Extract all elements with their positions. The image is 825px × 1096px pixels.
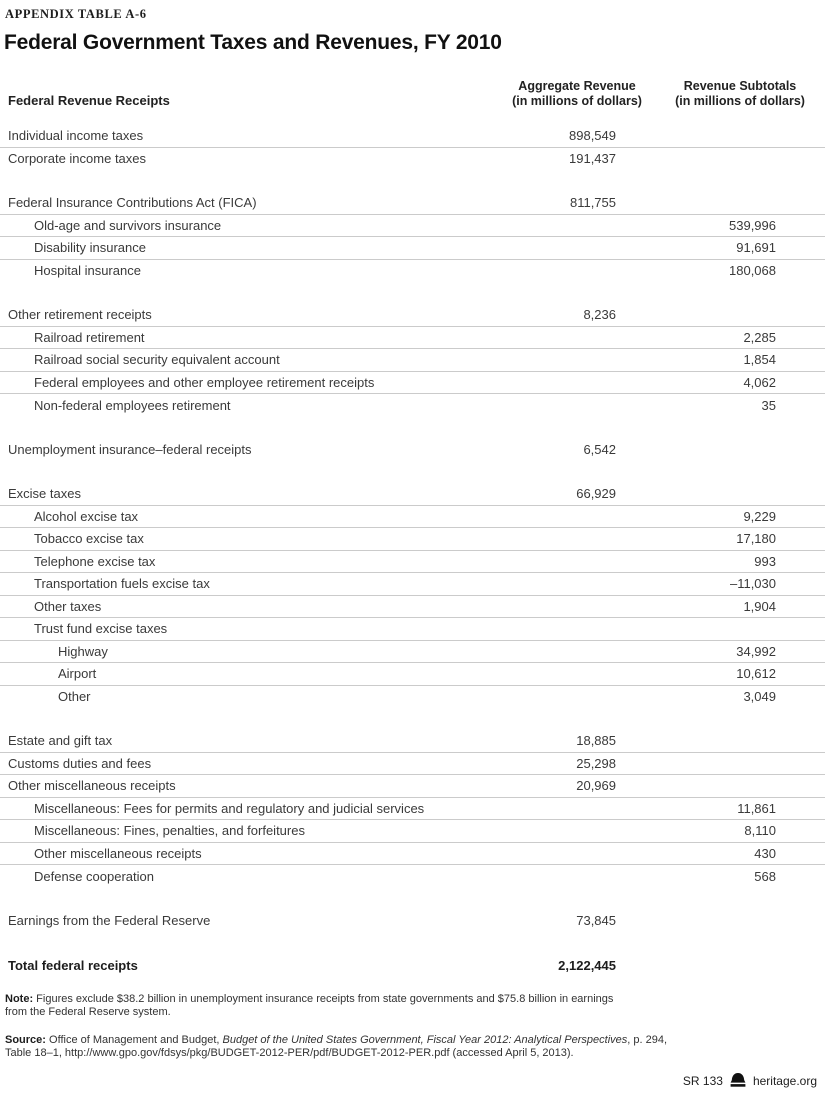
row-aggregate-value: 6,542: [583, 442, 616, 458]
table-kicker: APPENDIX TABLE A-6: [5, 7, 147, 21]
source-publication-title: Budget of the United States Government, Fiscal Year 2012: Analytical Perspectives: [222, 1033, 628, 1046]
source-label: Source:: [5, 1033, 46, 1046]
table-row: [0, 798, 825, 821]
table-row: [0, 596, 825, 619]
row-aggregate-value: 2,122,445: [558, 957, 616, 973]
row-label: Non-federal employees retirement: [34, 397, 231, 413]
table-row: [0, 730, 825, 753]
table-row: [0, 663, 825, 686]
note-text: Note: Figures exclude $38.2 billion in unemployment insurance receipts from state governments and $75.8 billion in earnings from the Federal Reserve system.: [5, 992, 614, 1018]
table-body: [0, 125, 825, 977]
table-row: [0, 641, 825, 664]
table-row: [0, 304, 825, 327]
row-label: Estate and gift tax: [8, 733, 113, 749]
row-label: Federal employees and other employee retirement receipts: [34, 374, 375, 390]
table-row: [0, 528, 825, 551]
row-label: Disability insurance: [34, 240, 146, 256]
column-header-receipts: Federal Revenue Receipts: [8, 93, 170, 108]
table-row: [0, 843, 825, 866]
row-label: Earnings from the Federal Reserve: [8, 913, 211, 929]
row-label: Alcohol excise tax: [34, 508, 139, 524]
table-spacer: [0, 461, 825, 483]
row-label: Telephone excise tax: [34, 553, 156, 569]
row-label: Unemployment insurance–federal receipts: [8, 442, 252, 458]
column-header-aggregate-sub: (in millions of dollars): [512, 94, 642, 108]
row-label: Old-age and survivors insurance: [34, 217, 222, 233]
row-subtotal-value: 10,612: [736, 666, 776, 682]
row-aggregate-value: 66,929: [576, 486, 616, 502]
row-aggregate-value: 811,755: [569, 195, 616, 211]
row-label: Railroad social security equivalent account: [34, 352, 280, 368]
table-row: [0, 686, 825, 709]
row-label: Other: [58, 689, 91, 705]
table-spacer: [0, 708, 825, 730]
row-label: Hospital insurance: [34, 263, 141, 279]
report-id: SR 133: [682, 1073, 723, 1088]
table-row: [0, 820, 825, 843]
row-subtotal-value: 91,691: [736, 240, 776, 256]
row-subtotal-value: 2,285: [743, 329, 776, 345]
table-row: [0, 215, 825, 238]
footer-site: heritage.org: [752, 1073, 817, 1088]
table-notes: [5, 993, 825, 1061]
row-subtotal-value: 8,110: [744, 823, 776, 839]
row-subtotal-value: 1,904: [743, 598, 776, 614]
column-header-subtotals-sub: (in millions of dollars): [675, 94, 805, 108]
table-row: [0, 753, 825, 776]
table-row: [0, 260, 825, 283]
row-label: Tobacco excise tax: [34, 531, 144, 547]
row-label: Total federal receipts: [8, 957, 138, 973]
row-label: Other taxes: [34, 598, 102, 614]
row-aggregate-value: 20,969: [576, 778, 616, 794]
column-header-subtotals: [670, 79, 810, 109]
page-footer: [683, 1073, 817, 1088]
table-row: [0, 327, 825, 350]
row-label: Miscellaneous: Fines, penalties, and forfeitures: [34, 823, 305, 839]
table-spacer: [0, 888, 825, 910]
row-subtotal-value: 9,229: [743, 508, 776, 524]
table-row: [0, 349, 825, 372]
page-title: Federal Government Taxes and Revenues, FY 2010: [4, 31, 502, 54]
table-spacer: [0, 170, 825, 192]
row-subtotal-value: 1,854: [743, 352, 776, 368]
table-row: [0, 506, 825, 529]
table-row: [0, 483, 825, 506]
row-aggregate-value: 25,298: [576, 755, 616, 771]
table-row: [0, 439, 825, 462]
table-row: [0, 865, 825, 888]
row-subtotal-value: 17,180: [736, 531, 776, 547]
row-label: Highway: [58, 643, 108, 659]
table-row: [0, 125, 825, 148]
table-row: [0, 237, 825, 260]
row-subtotal-value: 34,992: [736, 643, 776, 659]
table-row: [0, 551, 825, 574]
table-spacer: [0, 932, 825, 954]
table-row: [0, 192, 825, 215]
table-row: [0, 954, 825, 977]
row-subtotal-value: 3,049: [743, 689, 776, 705]
row-label: Customs duties and fees: [8, 755, 152, 771]
row-label: Individual income taxes: [8, 128, 144, 144]
row-aggregate-value: 73,845: [576, 913, 616, 929]
table-spacer: [0, 282, 825, 304]
row-subtotal-value: 430: [754, 845, 776, 861]
table-row: [0, 618, 825, 641]
row-aggregate-value: 191,437: [569, 151, 616, 167]
table-row: [0, 910, 825, 933]
table-row: [0, 394, 825, 417]
column-header-aggregate-title: Aggregate Revenue: [518, 79, 636, 93]
source-text: Source: Office of Management and Budget, Budget of the United States Government, Fiscal Year 2012: Analytical Perspectives, p. 294, Table 18–1, http://www.gpo.gov/fdsys/pkg/BUDGET-2012-PER/pdf/BUDGET-2012-PER.pdf (accessed April 5, 2013).: [5, 1033, 668, 1059]
table-row: [0, 573, 825, 596]
column-header-aggregate: [504, 79, 650, 109]
row-label: Corporate income taxes: [8, 151, 147, 167]
row-label: Railroad retirement: [34, 329, 145, 345]
table-spacer: [0, 417, 825, 439]
row-subtotal-value: 11,861: [737, 800, 776, 816]
row-subtotal-value: 539,996: [729, 217, 776, 233]
row-label: Trust fund excise taxes: [34, 621, 168, 637]
row-aggregate-value: 898,549: [569, 128, 616, 144]
row-subtotal-value: 568: [754, 868, 776, 884]
row-label: Airport: [58, 666, 97, 682]
row-aggregate-value: 18,885: [576, 733, 616, 749]
column-header-subtotals-title: Revenue Subtotals: [683, 79, 797, 93]
row-label: Miscellaneous: Fees for permits and regulatory and judicial services: [34, 800, 425, 816]
row-label: Excise taxes: [8, 486, 81, 502]
table-row: [0, 372, 825, 395]
table-header-row: [0, 79, 825, 111]
row-label: Federal Insurance Contributions Act (FICA): [8, 195, 257, 211]
row-label: Transportation fuels excise tax: [34, 576, 210, 592]
liberty-bell-icon: [730, 1073, 746, 1088]
row-subtotal-value: 180,068: [729, 263, 776, 279]
row-label: Other retirement receipts: [8, 307, 152, 323]
row-subtotal-value: 993: [754, 553, 776, 569]
row-subtotal-value: 35: [761, 397, 776, 413]
table-row: [0, 148, 825, 171]
table-row: [0, 775, 825, 798]
row-aggregate-value: 8,236: [583, 307, 616, 323]
note-label: Note:: [5, 992, 34, 1005]
row-subtotal-value: –11,030: [729, 576, 776, 592]
row-label: Other miscellaneous receipts: [8, 778, 176, 794]
row-label: Other miscellaneous receipts: [34, 845, 202, 861]
row-subtotal-value: 4,062: [743, 374, 776, 390]
row-label: Defense cooperation: [34, 868, 154, 884]
